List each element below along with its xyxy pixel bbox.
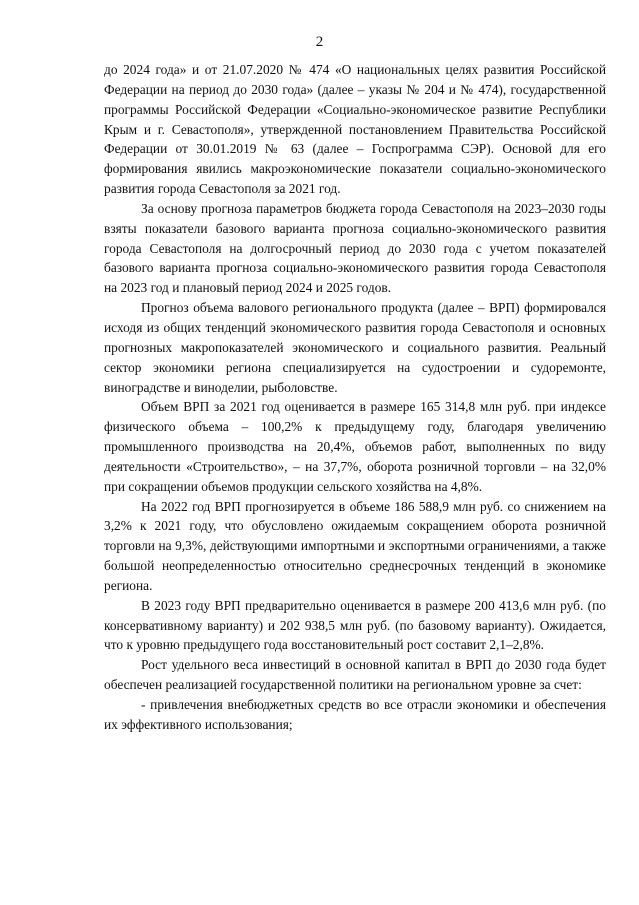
paragraph-grp-2021: Объем ВРП за 2021 год оценивается в размере 165 314,8 млн руб. при индексе физического объема – 100,2% к предыдущему году, благодаря увеличению промышленного производства на 20,4%, объемов работ, выполненных по виду деятельности «Строительство», – на 37,7%, оборота розничной торговли – на 32,0% при сокращении объемов продукции сельского хозяйства на 4,8%.	[104, 399, 606, 494]
document-body	[104, 60, 606, 735]
paragraph-investment-growth: Рост удельного веса инвестиций в основной капитал в ВРП до 2030 года будет обеспечен реализацией государственной политики на региональном уровне за счет:	[104, 657, 606, 693]
paragraph-grp-forecast-method: Прогноз объема валового регионального продукта (далее – ВРП) формировался исходя из общих тенденций экономического развития города Севастополя и основных прогнозных макропоказателей экономического и социального развития. Реальный сектор экономики региона специализируется на судостроении и судоремонте, виноградстве и виноделии, рыболовстве.	[104, 300, 606, 395]
list-item-extrabudgetary-funds: - привлечения внебюджетных средств во все отрасли экономики и обеспечения их эффективного использования;	[104, 697, 606, 732]
paragraph-decree-references: до 2024 года» и от 21.07.2020 № 474 «О национальных целях развития Российской Федерации на период до 2030 года» (далее – указы № 204 и № 474), государственной программы Российской Федерации «Социально-экономическое развитие Республики Крым и г. Севастополя», утвержденной постановлением Правительства Российской Федерации от 30.01.2019 № 63 (далее – Госпрограмма СЭР). Основой для его формирования явились макроэкономические показатели социально-экономического развития города Севастополя за 2021 год.	[104, 62, 606, 197]
paragraph-budget-forecast-basis: За основу прогноза параметров бюджета города Севастополя на 2023–2030 годы взяты показатели базового варианта прогноза социально-экономического развития города Севастополя на долгосрочный период до 2030 года с учетом показателей базового варианта прогноза социально-экономического развития города Севастополя на 2023 год и плановый период 2024 и 2025 годов.	[104, 200, 606, 296]
paragraph-grp-2023: В 2023 году ВРП предварительно оценивается в размере 200 413,6 млн руб. (по консервативному варианту) и 202 938,5 млн руб. (по базовому варианту). Ожидается, что к уровню предыдущего года восстановительный рост составит 2,1–2,8%.	[104, 597, 606, 653]
paragraph-grp-2022: На 2022 год ВРП прогнозируется в объеме 186 588,9 млн руб. со снижением на 3,2% к 2021 году, что обусловлено ожидаемым сокращением оборота розничной торговли на 9,3%, действующими импортными и экспортными ограничениями, а также большой неопределенностью относительно среднесрочных тенденций в экономике региона.	[104, 498, 606, 593]
page-number: 2	[315, 34, 324, 50]
